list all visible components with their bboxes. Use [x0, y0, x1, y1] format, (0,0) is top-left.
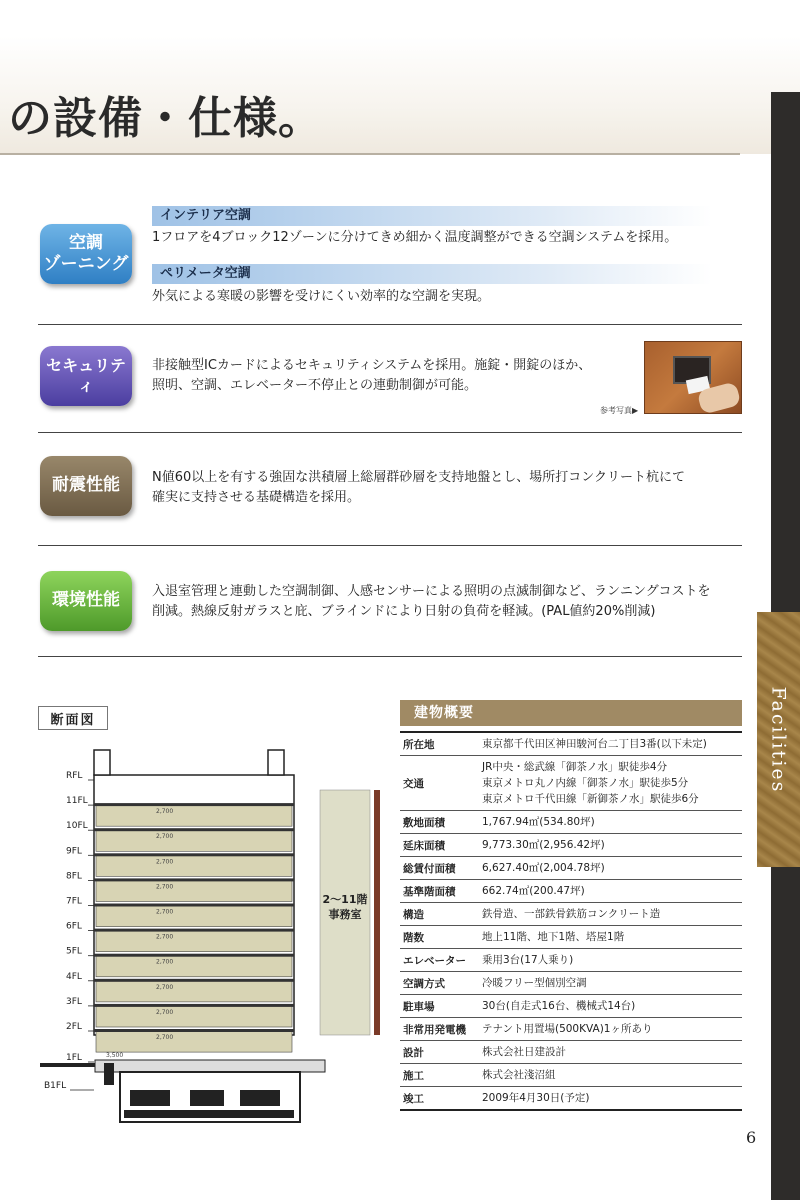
floor-label: 7FL — [66, 896, 82, 907]
spec-row — [400, 1064, 742, 1087]
floor-beam — [94, 828, 294, 831]
security-text-line1: 非接触型ICカードによるセキュリティシステムを採用。施錠・開錠のほか、 — [152, 358, 592, 373]
spec-value — [482, 1018, 742, 1040]
spec-value-line: 9,773.30㎡(2,956.42坪) — [482, 839, 605, 851]
spec-value-line: 鉄骨造、一部鉄骨鉄筋コンクリート造 — [482, 908, 661, 920]
spec-value — [482, 949, 742, 971]
floor-beam — [94, 929, 294, 932]
spec-value-line: 662.74㎡(200.47坪) — [482, 885, 585, 897]
floor-height-label: 2,700 — [156, 958, 174, 966]
seismic-text-line1: N値60以上を有する強固な洪積層上総層群砂層を支持地盤とし、場所打コンクリート杭にて — [152, 470, 686, 485]
spec-value-line: 6,627.40㎡(2,004.78坪) — [482, 862, 605, 874]
spec-value — [482, 811, 742, 833]
floor-height-label: 2,700 — [156, 1034, 174, 1041]
floor-label: 11FL — [66, 796, 88, 807]
floor-beam — [94, 1029, 294, 1032]
page-number: 6 — [746, 1128, 757, 1147]
floor-label: 6FL — [66, 921, 82, 932]
spec-key: 空調方式 — [403, 977, 445, 990]
ac-zoning-badge — [40, 224, 132, 284]
seismic-text-line2: 確実に支持させる基礎構造を採用。 — [152, 490, 361, 505]
floor-label: B1FL — [44, 1081, 67, 1091]
floor-slab — [96, 855, 292, 876]
office-label-line2: 事務室 — [328, 908, 362, 921]
page-title: の設備・仕様。 — [8, 93, 323, 144]
spec-value-line: 東京メトロ千代田線「新御茶ノ水」駅徒歩6分 — [482, 793, 699, 805]
floor-height-label: 2,700 — [156, 833, 174, 841]
spec-key: 基準階面積 — [403, 885, 456, 898]
spec-key: 構造 — [403, 908, 424, 921]
spec-value — [482, 834, 742, 856]
floor-height-label: 2,700 — [156, 808, 174, 816]
floor-label: RFL — [66, 771, 83, 781]
spec-value — [482, 1087, 742, 1109]
floor-beam — [94, 853, 294, 856]
ac-badge-line1: 空調 — [69, 232, 103, 253]
section-divider — [38, 324, 742, 325]
floor-height-label: 2,700 — [156, 908, 174, 916]
spec-key: 施工 — [403, 1069, 424, 1082]
spec-value-line: 株式会社淺沼組 — [482, 1069, 556, 1081]
section-divider — [38, 545, 742, 546]
floor-height-label: 2,700 — [156, 883, 174, 891]
seismic-badge-label: 耐震性能 — [52, 475, 120, 496]
header-rule — [0, 153, 740, 155]
spec-row — [400, 811, 742, 834]
perimeter-ac-heading: ペリメータ空調 — [152, 264, 712, 284]
perimeter-ac-text: 外気による寒暖の影響を受けにくい効率的な空調を実現。 — [152, 289, 491, 304]
office-label-line1: 2〜11階 — [322, 893, 368, 906]
spec-row — [400, 756, 742, 811]
floor-beam — [94, 904, 294, 907]
floor-slab — [96, 956, 292, 977]
security-badge-label: セキュリティ — [46, 356, 126, 395]
spec-value-line: 2009年4月30日(予定) — [482, 1092, 590, 1104]
spec-key: 延床面積 — [403, 839, 445, 852]
floor-slab — [96, 981, 292, 1002]
environment-text-line1: 入退室管理と連動した空調制御、人感センサーによる照明の点滅制御など、ランニングコストを — [152, 584, 711, 599]
floor-slab — [96, 931, 292, 952]
spec-row — [400, 972, 742, 995]
floor-label: 10FL — [66, 821, 88, 832]
spec-value — [482, 926, 742, 948]
floor-label: 2FL — [66, 1022, 82, 1032]
section-divider — [38, 432, 742, 433]
spec-key: 竣工 — [403, 1092, 424, 1105]
spec-row — [400, 949, 742, 972]
card-reader-photo — [644, 341, 742, 414]
spec-key: 交通 — [403, 777, 424, 790]
spec-key: 所在地 — [403, 738, 435, 751]
security-badge — [40, 346, 132, 406]
spec-key: 駐車場 — [403, 1000, 435, 1013]
spec-value-line: テナント用置場(500KVA)1ヶ所あり — [482, 1023, 653, 1035]
floor-label: 1FL — [66, 1053, 82, 1063]
ac-badge-line2: ゾーニング — [43, 254, 129, 274]
spec-key: 敷地面積 — [403, 816, 445, 829]
facilities-tab-label-wrap — [757, 612, 800, 867]
environment-text-line2: 削減。熱線反射ガラスと庇、ブラインドにより日射の負荷を軽減。(PAL値約20%削減) — [152, 604, 656, 619]
floor-beam — [94, 878, 294, 881]
spec-value-line: 東京都千代田区神田駿河台二丁目3番(以下未定) — [482, 738, 707, 750]
spec-value — [482, 903, 742, 925]
spec-row — [400, 733, 742, 756]
floor-height-label: 2,700 — [156, 933, 174, 941]
interior-ac-heading: インテリア空調 — [152, 206, 712, 226]
spec-value-line: 30台(自走式16台、機械式14台) — [482, 1000, 636, 1012]
spec-value — [482, 972, 742, 994]
spec-key: 非常用発電機 — [403, 1023, 466, 1036]
floor-slab — [96, 1006, 292, 1027]
ground-height-label: 3,500 — [106, 1052, 124, 1059]
spec-value — [482, 995, 742, 1017]
floor-height-label: 2,700 — [156, 983, 174, 991]
spec-row — [400, 857, 742, 880]
photo-caption: 参考写真▶ — [600, 406, 639, 415]
spec-value — [482, 733, 742, 755]
spec-key: エレベーター — [403, 954, 466, 967]
spec-table — [400, 731, 742, 1111]
spec-row — [400, 834, 742, 857]
environment-badge-label: 環境性能 — [52, 590, 120, 611]
spec-value — [482, 756, 742, 810]
floor-height-label: 2,700 — [156, 858, 174, 866]
spec-row — [400, 1087, 742, 1111]
floor-beam — [94, 1004, 294, 1007]
floor-slab — [96, 880, 292, 901]
floor-beam — [94, 954, 294, 957]
spec-table-title: 建物概要 — [400, 700, 742, 726]
section-divider — [38, 656, 742, 657]
spec-value — [482, 880, 742, 902]
floor-label: 3FL — [66, 996, 82, 1007]
floor-slab — [96, 830, 292, 851]
spec-row — [400, 1041, 742, 1064]
spec-value-line: 株式会社日建設計 — [482, 1046, 566, 1058]
spec-value — [482, 857, 742, 879]
spec-key: 階数 — [403, 931, 424, 944]
spec-key: 総賃付面積 — [403, 862, 456, 875]
floor-label: 5FL — [66, 946, 82, 957]
spec-value-line: 東京メトロ丸ノ内線「御茶ノ水」駅徒歩5分 — [482, 777, 689, 789]
spec-value-line: JR中央・総武線「御茶ノ水」駅徒歩4分 — [482, 761, 668, 773]
facilities-tab-label: Facilities — [767, 686, 790, 793]
spec-value — [482, 1064, 742, 1086]
spec-row — [400, 926, 742, 949]
floor-beam — [94, 979, 294, 982]
floor-height-label: 2,700 — [156, 1008, 174, 1016]
seismic-badge — [40, 456, 132, 516]
environment-badge — [40, 571, 132, 631]
spec-value-line: 冷暖フリー型個別空調 — [482, 977, 587, 989]
floor-label: 9FL — [66, 846, 82, 857]
spec-row — [400, 995, 742, 1018]
security-text-line2: 照明、空調、エレベーター不停止との連動制御が可能。 — [152, 378, 478, 393]
spec-value-line: 地上11階、地下1階、塔屋1階 — [482, 931, 625, 943]
spec-row — [400, 903, 742, 926]
spec-row — [400, 1018, 742, 1041]
spec-value-line: 1,767.94㎡(534.80坪) — [482, 816, 595, 828]
spec-row — [400, 880, 742, 903]
floor-slab — [96, 1031, 292, 1052]
floor-label: 8FL — [66, 871, 82, 882]
floor-beam — [94, 803, 294, 806]
cross-section-diagram — [40, 745, 390, 1135]
cross-section-label: 断面図 — [38, 706, 108, 730]
floor-label: 4FL — [66, 971, 82, 982]
spec-key: 設計 — [403, 1046, 424, 1059]
spec-value — [482, 1041, 742, 1063]
floor-slab — [96, 906, 292, 927]
floor-slab — [96, 805, 292, 826]
spec-value-line: 乗用3台(17人乗り) — [482, 954, 574, 966]
interior-ac-text: 1フロアを4ブロック12ゾーンに分けてきめ細かく温度調整ができる空調システムを採用。 — [152, 230, 678, 245]
